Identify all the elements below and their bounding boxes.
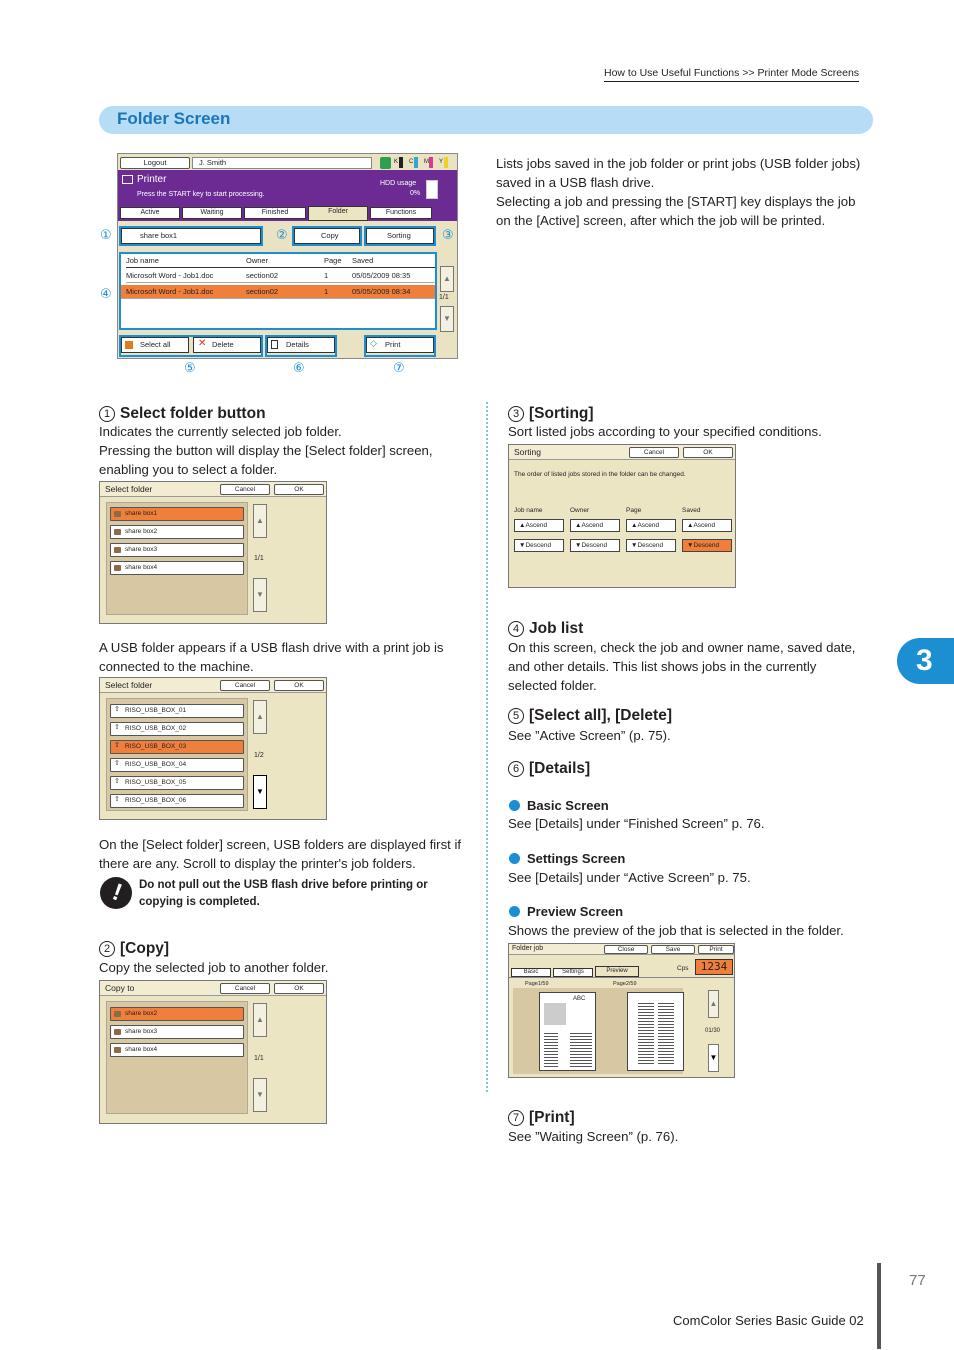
callout-5: ⑤ [184,360,196,375]
ok-button[interactable]: OK [274,983,324,994]
ok-button[interactable]: OK [274,680,324,691]
list-item[interactable]: ⇧ RISO_USB_BOX_01 [110,704,244,718]
descend-button[interactable]: ▼Descend [514,539,564,552]
caution-icon: ! [100,877,132,909]
intro-line: Selecting a job and pressing the [START] key displays the job [496,194,856,209]
callout-3: ③ [442,227,454,242]
ink-levels: K C M Y [394,157,454,169]
list-item[interactable]: share box2 [110,1007,244,1021]
s1-text: Indicates the currently selected job folder. Pressing the button will display the [Select folder] screen, enabling you to select a folder. [99,424,433,477]
tab-settings[interactable]: Settings [553,968,593,977]
ascend-button[interactable]: ▲Ascend [570,519,620,532]
intro-line: Lists jobs saved in the job folder or print jobs (USB folder jobs) [496,156,861,171]
section-title: Folder Screen [117,109,231,128]
descend-button[interactable]: ▼Descend [626,539,676,552]
heading-copy: 2 [Copy] [99,939,169,959]
heading-print: 7 [Print] [508,1108,575,1128]
s2-text: Copy the selected job to another folder. [99,960,329,975]
intro-line: saved in a USB flash drive. [496,175,655,190]
ascend-button[interactable]: ▲Ascend [514,519,564,532]
select-folder-screen: Select folder Cancel OK share box1 share box2 share box3 share box4 ▲ 1/1 ▼ [99,481,327,624]
descend-button[interactable]: ▼Descend [570,539,620,552]
printer-icon [122,175,133,184]
bullet-icon [509,800,520,811]
ok-button[interactable]: OK [683,447,733,458]
bullet-settings-screen: Settings Screen [509,851,625,866]
cancel-button[interactable]: Cancel [220,680,270,691]
page-indicator: 1/2 [254,752,264,759]
list-item[interactable]: ⇧ RISO_USB_BOX_03 [110,740,244,754]
copy-to-screen: Copy to Cancel OK share box2 share box3 share box4 ▲ 1/1 ▼ [99,980,327,1124]
sorting-button[interactable]: Sorting [366,228,434,244]
ascend-button[interactable]: ▲Ascend [682,519,732,532]
callout-1: ① [100,227,112,242]
ascend-button[interactable]: ▲Ascend [626,519,676,532]
cancel-button[interactable]: Cancel [220,983,270,994]
print-button[interactable]: Print [698,945,734,954]
page-indicator: 01/30 [705,1028,721,1034]
callout-2: ② [276,227,288,242]
sort-col-label: Job name [514,507,543,514]
list-item[interactable]: share box1 [110,507,244,521]
copy-button[interactable]: Copy [294,228,360,244]
b3-text: Shows the preview of the job that is selected in the folder. [508,923,844,938]
list-item[interactable]: share box3 [110,1025,244,1039]
tab-preview[interactable]: Preview [595,966,639,977]
callout-box-2 [292,226,362,246]
s4-text: On this screen, check the job and owner name, saved date, and other details. This list shows jobs in the currently selected folder. [508,640,856,693]
cps-label: Cps [677,965,689,972]
sorting-screen: Sorting Cancel OK The order of listed jobs stored in the folder can be changed. Job name Owner Page Saved ▲Ascend ▲Ascend ▲Ascend ▲Ascend ▼Descend ▼Descend ▼Descend ▼Descend [508,444,736,588]
tab-folder[interactable]: Folder [308,206,368,221]
cancel-button[interactable]: Cancel [629,447,679,458]
preview-page-2 [627,992,684,1071]
list-item[interactable]: ⇧ RISO_USB_BOX_06 [110,794,244,808]
ok-button[interactable]: OK [274,484,324,495]
job-list-header: Job name Owner Page Saved [126,254,437,268]
callout-4: ④ [100,286,112,301]
user-name: J. Smith [192,157,372,169]
tab-finished[interactable]: Finished [244,207,306,219]
caution-note: Do not pull out the USB flash drive before printing or copying is completed. [139,879,428,908]
scroll-down-button[interactable]: ▼ [253,775,267,809]
callout-6: ⑥ [293,360,305,375]
intro-line: on the [Active] screen, after which the job will be printed. [496,213,826,228]
print-button[interactable]: Print [366,337,434,353]
breadcrumb: How to Use Useful Functions >> Printer Mode Screens [604,67,859,82]
b1-text: See [Details] under “Finished Screen” p. 76. [508,816,765,831]
status-icon [380,157,391,169]
descend-button-selected[interactable]: ▼Descend [682,539,732,552]
page-indicator: 1/1 [254,1055,264,1062]
page-indicator: 1/1 [254,555,264,562]
callout-box-7 [364,335,436,357]
sorting-message: The order of listed jobs stored in the folder can be changed. [514,471,686,478]
scroll-up-button[interactable]: ▲ [440,266,454,292]
delete-button[interactable]: Delete [193,337,261,353]
list-item[interactable]: ⇧ RISO_USB_BOX_05 [110,776,244,790]
heading-select-folder: 1 Select folder button [99,404,266,424]
callout-box-3 [364,226,436,246]
page-number: 77 [909,1272,926,1289]
scroll-up-button[interactable]: ▲ [253,1003,267,1037]
sort-col-label: Owner [570,507,590,514]
list-item[interactable]: ⇧ RISO_USB_BOX_04 [110,758,244,772]
callout-7: ⑦ [393,360,405,375]
s7-text: See ”Waiting Screen” (p. 76). [508,1129,679,1144]
scroll-up-button[interactable]: ▲ [253,504,267,538]
heading-details: 6 [Details] [508,759,590,779]
scroll-up-button[interactable]: ▲ [708,990,719,1018]
scroll-down-button[interactable]: ▼ [253,1078,267,1112]
table-row[interactable]: Microsoft Word - Job1.doc section02 1 05/05/2009 08:35 [126,269,437,283]
hdd-gauge [426,180,438,199]
sort-col-label: Page [626,507,642,514]
table-row-selected[interactable]: Microsoft Word - Job1.doc section02 1 05/05/2009 08:34 [121,285,435,299]
page-label: Page2/59 [613,981,637,987]
intro-text [496,154,876,230]
heading-sorting: 3 [Sorting] [508,404,594,424]
folder-job-preview-screen: Folder job Close Save Print Basic Settings Preview Cps 1234 Page1/59 Page2/59 ABC ▲ 01/30 ▼ [508,943,735,1078]
mode-title: Printer [137,174,167,185]
save-button[interactable]: Save [651,945,695,954]
print-icon: ◇ [370,338,377,348]
logout-button[interactable]: Logout [120,157,190,169]
s3-text: Sort listed jobs according to your specified conditions. [508,424,822,439]
bullet-preview-screen: Preview Screen [509,904,623,919]
usb-text: A USB folder appears if a USB flash drive with a print job is connected to the machine. [99,640,444,674]
heading-job-list: 4 Job list [508,619,583,639]
column-divider [486,402,488,1092]
callout-box-6 [265,335,337,357]
cancel-button[interactable]: Cancel [220,484,270,495]
select-folder-button[interactable]: share box1 [121,228,261,244]
callout-box-4 [119,252,437,330]
tab-basic[interactable]: Basic [511,968,551,977]
delete-icon: ✕ [198,338,207,349]
guide-title: ComColor Series Basic Guide 02 [673,1313,864,1328]
list-item[interactable]: share box4 [110,1043,244,1057]
sort-col-label: Saved [682,507,701,514]
preview-area [513,988,683,1074]
list-item[interactable]: share box3 [110,543,244,557]
callout-box-1 [119,226,263,246]
hdd-label: HDD usage [380,180,417,187]
bullet-icon [509,853,520,864]
after-text: On the [Select folder] screen, USB folders are displayed first if there are any. Scroll to display the printer's job folders. [99,837,462,871]
list-item[interactable]: share box4 [110,561,244,575]
tab-functions[interactable]: Functions [370,207,432,219]
list-item[interactable]: ⇧ RISO_USB_BOX_02 [110,722,244,736]
details-button[interactable]: Details [267,337,335,353]
printer-folder-screen [117,153,458,359]
footer-rule [877,1263,881,1349]
scroll-down-button[interactable]: ▼ [708,1044,719,1072]
page-label: Page1/59 [525,981,549,987]
start-prompt: Press the START key to start processing. [137,191,265,198]
scroll-down-button[interactable]: ▼ [253,578,267,612]
hdd-value: 0% [410,190,421,197]
chapter-tab: 3 [897,638,954,684]
scroll-down-button[interactable]: ▼ [440,306,454,332]
page-indicator: 1/1 [439,294,449,301]
select-folder-usb-screen: Select folder Cancel OK ⇧ RISO_USB_BOX_01 ⇧ RISO_USB_BOX_02 ⇧ RISO_USB_BOX_03 ⇧ RISO_USB_BOX_04 ⇧ RISO_USB_BOX_05 ⇧ RISO_USB_BOX_06 ▲ 1/2 ▼ [99,677,327,820]
select-all-button[interactable]: Select all [121,337,189,353]
section-title-bar [99,106,873,134]
tab-waiting[interactable]: Waiting [182,207,242,219]
tab-active[interactable]: Active [120,207,180,219]
bullet-icon [509,906,520,917]
preview-page-1: ABC [539,992,596,1071]
close-button[interactable]: Close [604,945,648,954]
heading-select-all-delete: 5 [Select all], [Delete] [508,706,672,726]
copies-display[interactable]: 1234 [695,959,733,975]
scroll-up-button[interactable]: ▲ [253,700,267,734]
list-item[interactable]: share box2 [110,525,244,539]
b2-text: See [Details] under “Active Screen” p. 75. [508,870,751,885]
callout-box-5 [119,335,263,357]
bullet-basic-screen: Basic Screen [509,798,609,813]
s5-text: See ”Active Screen” (p. 75). [508,728,671,743]
